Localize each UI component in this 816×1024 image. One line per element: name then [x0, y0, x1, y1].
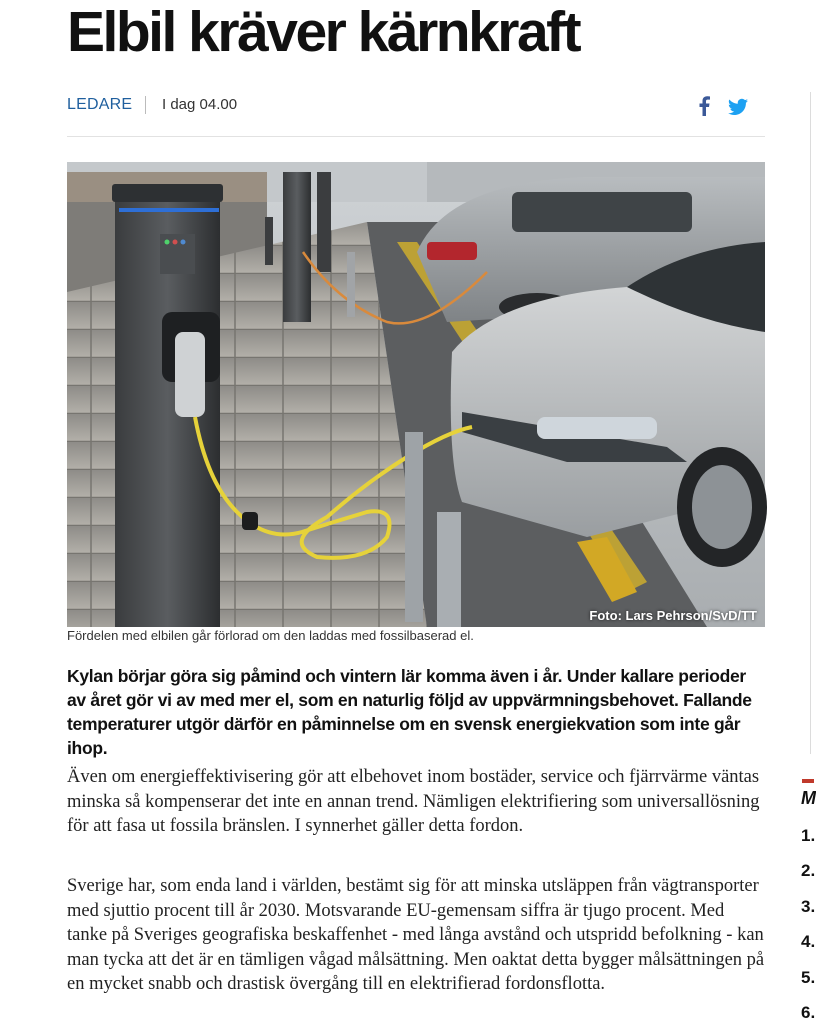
meta-divider-line	[67, 136, 765, 137]
article-meta	[67, 92, 765, 122]
sidebar-accent-bar	[802, 779, 814, 783]
section-link[interactable]: LEDARE	[67, 96, 133, 113]
body-paragraph: Även om energieffektivisering gör att elbehovet inom bostäder, service och fjärrvärme väntas minska så kompenserar det inte en annan trend. Nämligen elektrifiering som universallösning för att fasa ut fossila bränslen. I synnerhet gäller detta fordon.	[67, 767, 760, 836]
sidebar-list-number[interactable]: 2.	[801, 861, 816, 880]
ev-charging-photo	[67, 162, 765, 627]
meta-divider	[145, 96, 146, 114]
article-lead: Kylan börjar göra sig påmind och vintern lär komma även i år. Under kallare perioder av året gör vi av med mer el, som en naturlig följd av uppvärmningsbehovet. Fallande temperaturer utgör därför en påminnelse om en svensk energiekvation som inte går ihop.	[67, 666, 752, 758]
facebook-icon[interactable]	[697, 96, 711, 116]
article-photo	[67, 162, 765, 627]
sidebar-divider	[810, 92, 811, 754]
body-paragraph: Sverige har, som enda land i världen, bestämt sig för att minska utsläppen från vägtransporter med sjuttio procent till år 2030. Motsvarande EU-gemensam siffra är tjugo procent. Med tanke på Sveriges geografiska beskaffenhet - med långa avstånd och utspridd befolkning - kan man tycka att det är en tämligen vågad målsättning. Men oaktat detta bygger målsättningen på en mycket snabb och drastisk övergång till en elektrifierad fordonsflotta.	[67, 876, 765, 994]
sidebar-list-number[interactable]: 6.	[801, 1003, 816, 1022]
sidebar-list-number[interactable]: 1.	[801, 826, 816, 845]
article-headline: Elbil kräver kärnkraft	[67, 0, 580, 64]
sidebar-list-number[interactable]: 5.	[801, 968, 816, 987]
twitter-icon[interactable]	[728, 98, 748, 116]
sidebar-title: M	[801, 788, 816, 808]
publish-time: I dag 04.00	[162, 96, 238, 113]
photo-caption: Fördelen med elbilen går förlorad om den laddas med fossilbaserad el.	[67, 628, 474, 643]
photo-credit: Foto: Lars Pehrson/SvD/TT	[589, 608, 757, 623]
sidebar-list-number[interactable]: 4.	[801, 932, 816, 951]
sidebar-list-number[interactable]: 3.	[801, 897, 816, 916]
